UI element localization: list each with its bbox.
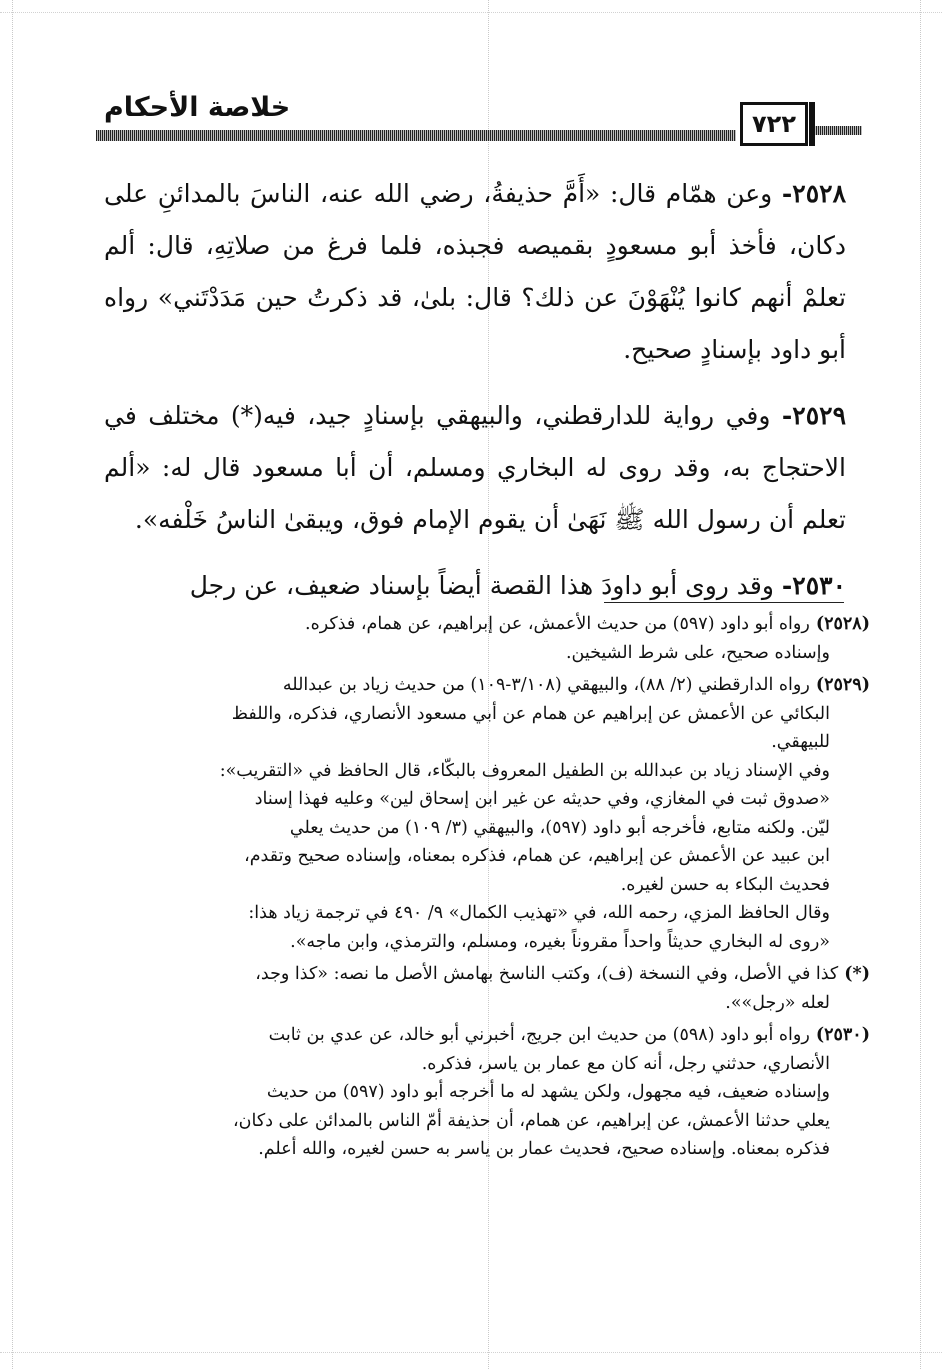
footnote-ref: (٢٥٣٠) xyxy=(815,1025,870,1045)
footnote-line: «روى له البخاري حديثاً واحداً مقروناً بغيره، ومسلم، والترمذي، وابن ماجه». xyxy=(290,931,830,952)
footnote xyxy=(118,1021,870,1164)
hadith-text: وعن همّام قال: «أَمَّ حذيفةُ، رضي الله عنه، الناسَ بالمدائنِ على دكان، فأخذ أبو مسعودٍ بقميصه فجبذه، فلما فرغ من صلاتِهِ، قال: ألم تعلمْ أنهم كانوا يُنْهَوْنَ عن ذلك؟ قال: بلىٰ، قد ذكرتُ حين مَدَدْتَني» رواه أبو داود بإسنادٍ صحيح. xyxy=(104,179,846,364)
header-title: خلاصة الأحكام xyxy=(104,92,291,123)
footnote-line: وفي الإسناد زياد بن عبدالله بن الطفيل المعروف بالبكّاء، قال الحافظ في «التقريب»: xyxy=(219,760,830,781)
footnote-ref: (٢٥٢٩) xyxy=(815,675,870,695)
footnote-line: ليّن. ولكنه متابع، فأخرجه أبو داود (٥٩٧)، والبيهقي (٣/ ١٠٩) من حديث يعلي xyxy=(289,817,830,838)
footnote-line: ابن عبيد عن الأعمش عن إبراهيم، عن همام، فذكره بمعناه، وإسناده صحيح وتقدم، xyxy=(244,846,830,866)
hadith-paragraph xyxy=(104,168,846,376)
footnote xyxy=(118,960,870,1017)
page-guide-left xyxy=(12,0,13,1369)
footnote-separator xyxy=(604,602,844,603)
footnote-line: لعله «رجل»». xyxy=(725,992,830,1013)
footnote-line: يعلي حدثنا الأعمش، عن إبراهيم، عن همام، أن حذيفة أمّ الناس بالمدائن على دكان، xyxy=(233,1110,830,1131)
footnote-line: وقال الحافظ المزي، رحمه الله، في «تهذيب الكمال» ٩/ ٤٩٠ في ترجمة زياد هذا: xyxy=(248,903,830,923)
hadith-text: وقد روى أبو داودَ هذا القصة أيضاً بإسناد ضعيف، عن رجل xyxy=(189,571,774,600)
hadith-paragraph xyxy=(104,560,846,612)
hadith-paragraph xyxy=(104,390,846,546)
footnote-line: وإسناده صحيح، على شرط الشيخين. xyxy=(565,642,830,663)
page-number: ٧٢٢ xyxy=(740,102,808,146)
page-guide-bottom xyxy=(0,1352,942,1353)
footnote-line: (*)كذا في الأصل، وفي النسخة (ف)، وكتب الناسخ بهامش الأصل ما نصه: «كذا وجد، xyxy=(255,964,870,984)
page-guide-top xyxy=(0,12,942,13)
page-header xyxy=(96,90,856,154)
main-text xyxy=(104,168,846,626)
footnote xyxy=(118,610,870,667)
footnote-line: للبيهقي. xyxy=(771,732,830,752)
footnotes xyxy=(118,610,870,1168)
hadith-text: وفي رواية للدارقطني، والبيهقي بإسنادٍ جيد، فيه(*) مختلف في الاحتجاج به، وقد روى له البخاري ومسلم، أن أبا مسعود قال له: «ألم تعلم أن رسول الله ﷺ نَهَىٰ أن يقوم الإمام فوق، ويبقىٰ الناسُ خَلْفه». xyxy=(104,401,846,534)
footnote-line: (٢٥٢٨)رواه أبو داود (٥٩٧) من حديث الأعمش، عن إبراهيم، عن همام، فذكره. xyxy=(305,614,870,634)
footnote-line: (٢٥٣٠)رواه أبو داود (٥٩٨) من حديث ابن جريج، أخبرني أبو خالد، عن عدي بن ثابت xyxy=(268,1025,870,1045)
footnote-line: «صدوق ثبت في المغازي، وفي حديثه عن غير ابن إسحاق لين» وعليه فهذا إسناد xyxy=(254,789,830,809)
header-rule-right xyxy=(814,126,862,135)
hadith-number: ٢٥٢٩- xyxy=(781,401,846,430)
footnote-line: وإسناده ضعيف، فيه مجهول، ولكن يشهد له ما أخرجه أبو داود (٥٩٧) من حديث xyxy=(266,1082,830,1102)
footnote xyxy=(118,671,870,956)
header-rule xyxy=(96,130,736,141)
footnote-ref: (٢٥٢٨) xyxy=(815,614,870,634)
footnote-line: الأنصاري، حدثني رجل، أنه كان مع عمار بن ياسر، فذكره. xyxy=(421,1053,830,1074)
hadith-number: ٢٥٢٨- xyxy=(781,179,846,208)
hadith-number: ٢٥٣٠- xyxy=(781,571,846,600)
page-guide-right xyxy=(920,0,921,1369)
footnote-line: (٢٥٢٩)رواه الدارقطني (٢/ ٨٨)، والبيهقي (٣/١٠٨-١٠٩) من حديث زياد بن عبدالله xyxy=(282,675,870,695)
footnote-line: فذكره بمعناه. وإسناده صحيح، فحديث عمار بن ياسر به حسن لغيره، والله أعلم. xyxy=(258,1139,830,1159)
footnote-ref: (*) xyxy=(844,964,870,984)
footnote-line: فحديث البكاء به حسن لغيره. xyxy=(620,874,830,895)
footnote-line: البكائي عن الأعمش عن إبراهيم عن همام عن أبي مسعود الأنصاري، فذكره، واللفظ xyxy=(231,703,830,724)
